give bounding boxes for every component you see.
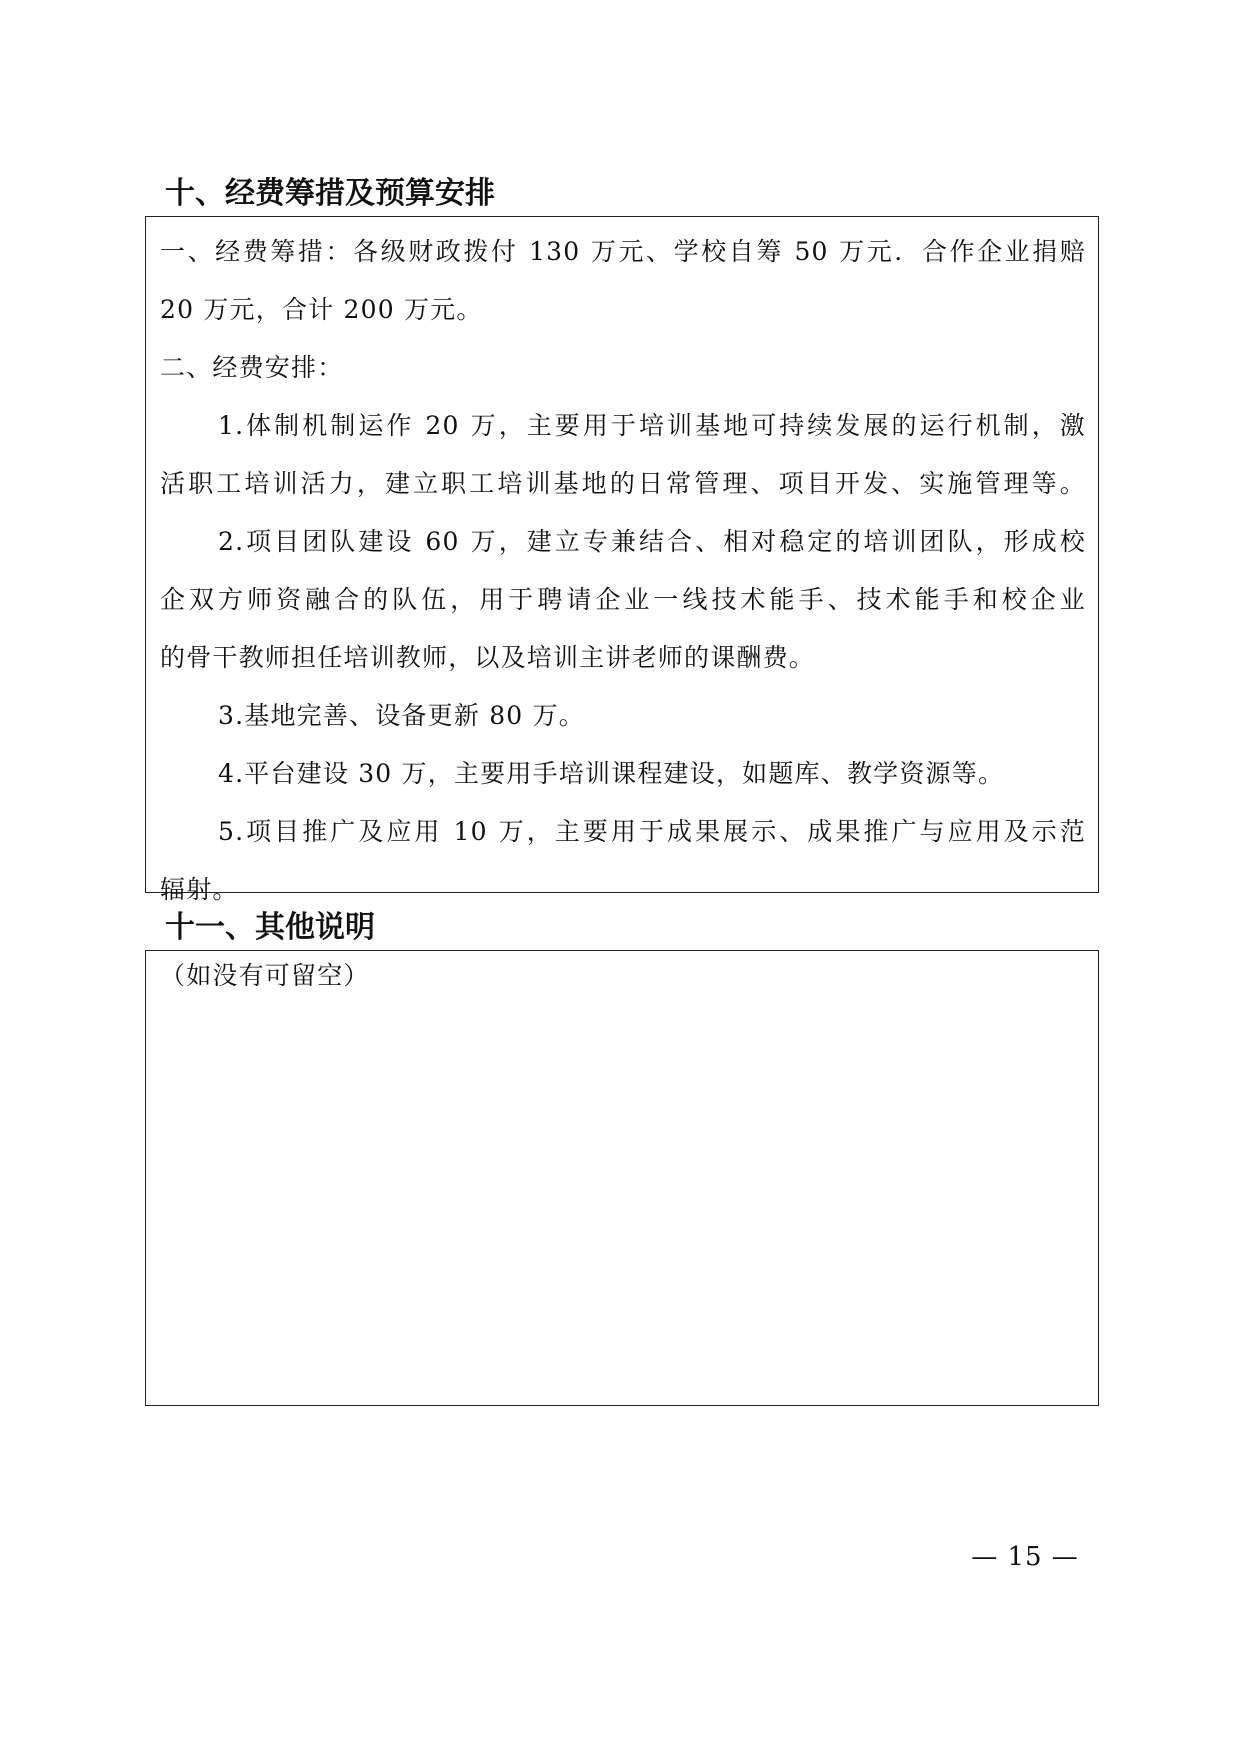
budget-item-2-line-2: 企双方师资融合的队伍，用于聘请企业一线技术能手、技术能手和校企业	[160, 585, 1086, 614]
other-notes-box	[145, 950, 1099, 1406]
other-notes-placeholder: （如没有可留空）	[160, 961, 370, 990]
section-11-heading: 十一、其他说明	[165, 910, 375, 945]
budget-item-1-line-1: 1.体制机制运作 20 万，主要用于培训基地可持续发展的运行机制，激	[218, 411, 1086, 440]
funding-source-line-1: 一、经费筹措：各级财政拨付 130 万元、学校自筹 50 万元．合作企业捐赔	[160, 237, 1086, 266]
budget-item-5-line-1: 5.项目推广及应用 10 万，主要用于成果展示、成果推广与应用及示范	[218, 817, 1086, 846]
budget-item-5-line-2: 辐射。	[160, 875, 239, 904]
funding-source-line-2: 20 万元，合计 200 万元。	[160, 295, 483, 324]
budget-arrangement-title: 二、经费安排：	[160, 353, 344, 382]
budget-item-2-line-1: 2.项目团队建设 60 万，建立专兼结合、相对稳定的培训团队，形成校	[218, 527, 1086, 556]
budget-item-2-line-3: 的骨干教师担任培训教师，以及培训主讲老师的课酬费。	[160, 643, 816, 672]
section-10-heading: 十、经费筹措及预算安排	[165, 176, 495, 211]
budget-item-4: 4.平台建设 30 万，主要用手培训课程建设，如题库、教学资源等。	[218, 759, 1005, 788]
funding-budget-box	[145, 216, 1099, 904]
budget-item-3: 3.基地完善、设备更新 80 万。	[218, 701, 585, 730]
budget-item-1-line-2: 活职工培训活力，建立职工培训基地的日常管理、项目开发、实施管理等。	[160, 469, 1086, 498]
page-number: — 15 —	[971, 1542, 1079, 1572]
